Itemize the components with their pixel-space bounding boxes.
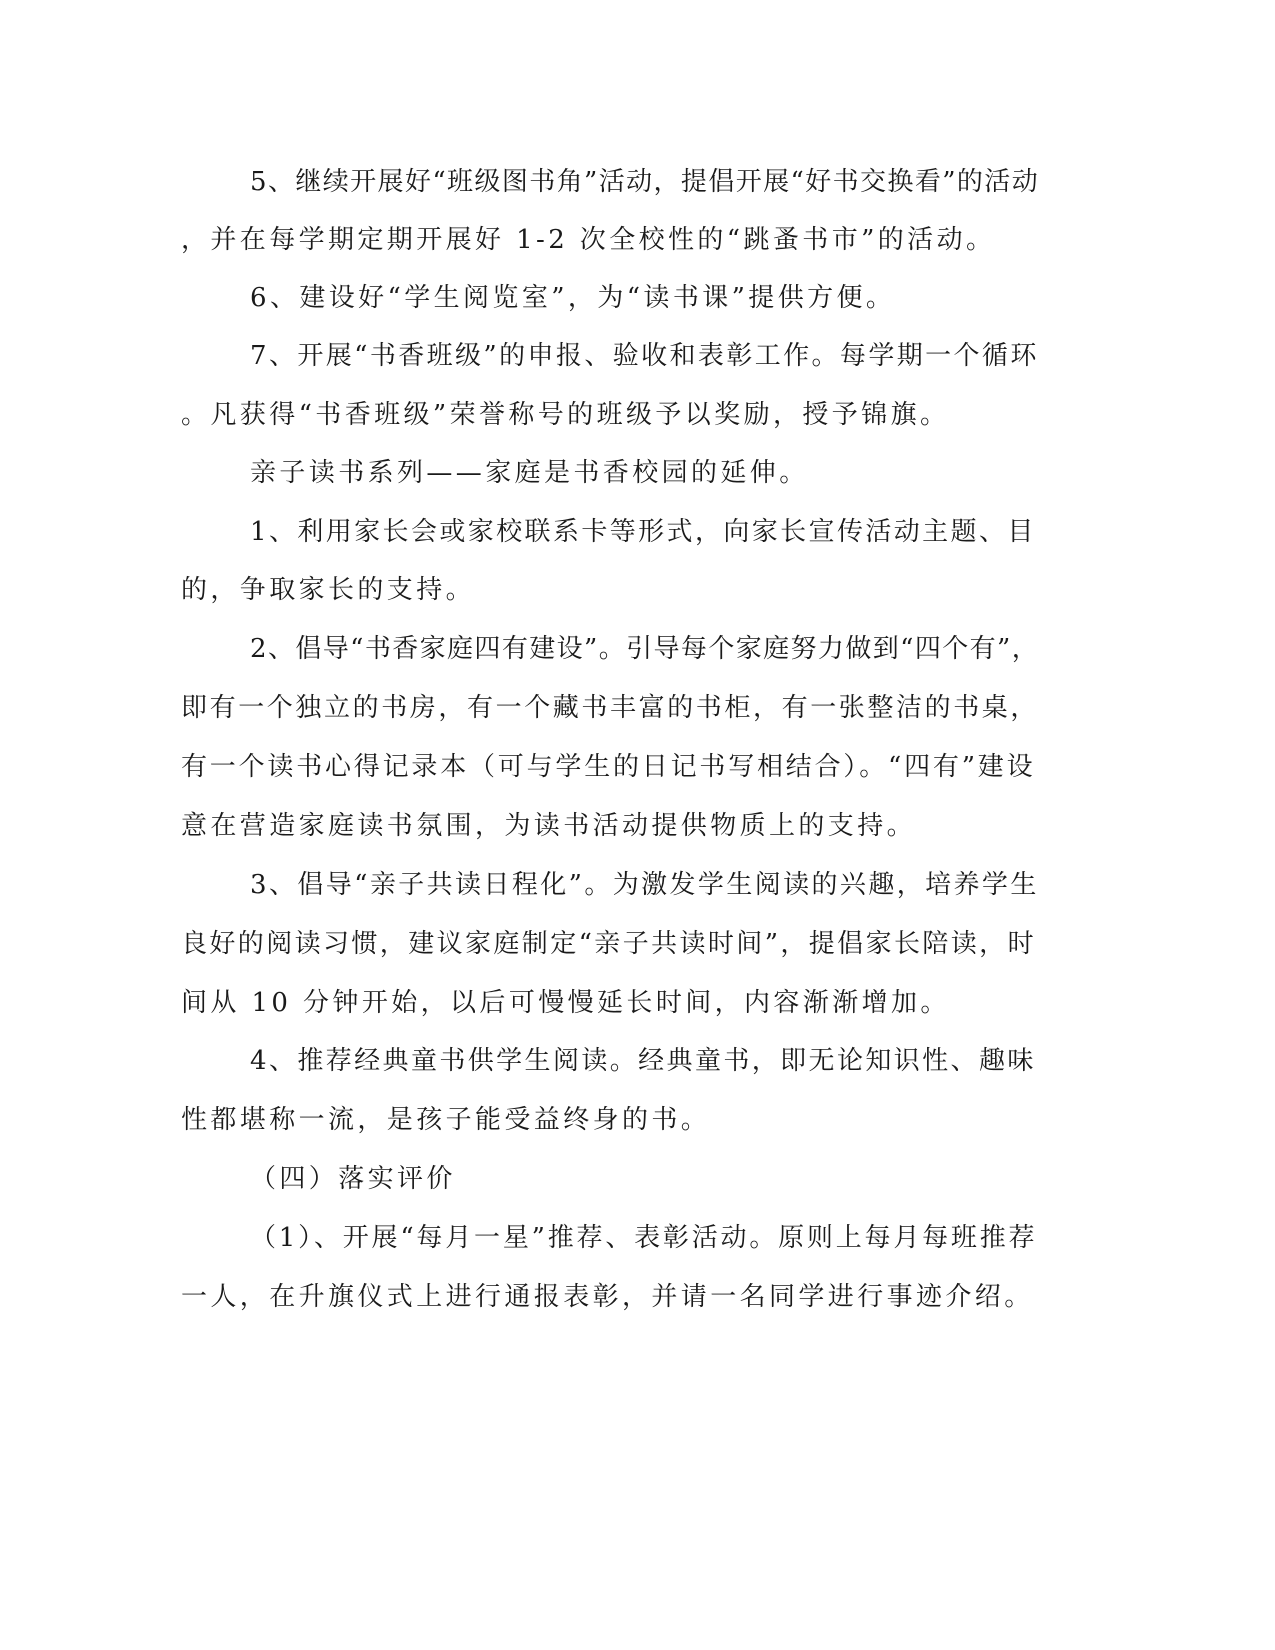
family-item-4-line-1: 4、推荐经典童书供学生阅读。经典童书，即无论知识性、趣味: [250, 1046, 1036, 1076]
paragraph-6-line-1: 6、建设好“学生阅览室”，为“读书课”提供方便。: [250, 283, 896, 313]
family-item-3-line-1: 3、倡导“亲子共读日程化”。为激发学生阅读的兴趣，培养学生: [250, 870, 1039, 900]
section-heading-family-reading: 亲子读书系列——家庭是书香校园的延伸。: [250, 458, 809, 488]
family-item-2-line-4: 意在营造家庭读书氛围，为读书活动提供物质上的支持。: [181, 811, 917, 841]
family-item-3-line-3: 间从 10 分钟开始，以后可慢慢延长时间，内容渐渐增加。: [181, 988, 950, 1018]
family-item-2-line-1: 2、倡导“书香家庭四有建设”。引导每个家庭努力做到“四个有”，: [250, 634, 1040, 664]
section-heading-evaluation: （四）落实评价: [250, 1164, 456, 1194]
paragraph-7-line-2: 。凡获得“书香班级”荣誉称号的班级予以奖励，授予锦旗。: [181, 400, 950, 430]
paragraph-5-line-1: 5、继续开展好“班级图书角”活动，提倡开展“好书交换看”的活动: [250, 167, 1040, 197]
family-item-1-line-1: 1、利用家长会或家校联系卡等形式，向家长宣传活动主题、目: [250, 517, 1036, 547]
family-item-1-line-2: 的，争取家长的支持。: [181, 575, 476, 605]
family-item-2-line-3: 有一个读书心得记录本（可与学生的日记书写相结合）。“四有”建设: [181, 752, 1036, 782]
paragraph-7-line-1: 7、开展“书香班级”的申报、验收和表彰工作。每学期一个循环: [250, 341, 1039, 371]
evaluation-item-1-line-1: （1）、开展“每月一星”推荐、表彰活动。原则上每月每班推荐: [250, 1223, 1038, 1253]
family-item-2-line-2: 即有一个独立的书房，有一个藏书丰富的书柜，有一张整洁的书桌，: [181, 693, 1040, 723]
paragraph-5-line-2: ，并在每学期定期开展好 1-2 次全校性的“跳蚤书市”的活动。: [181, 225, 996, 255]
family-item-3-line-2: 良好的阅读习惯，建议家庭制定“亲子共读时间”，提倡家长陪读，时: [181, 929, 1036, 959]
family-item-4-line-2: 性都堪称一流，是孩子能受益终身的书。: [181, 1105, 711, 1135]
evaluation-item-1-line-2: 一人，在升旗仪式上进行通报表彰，并请一名同学进行事迹介绍。: [181, 1282, 1034, 1312]
